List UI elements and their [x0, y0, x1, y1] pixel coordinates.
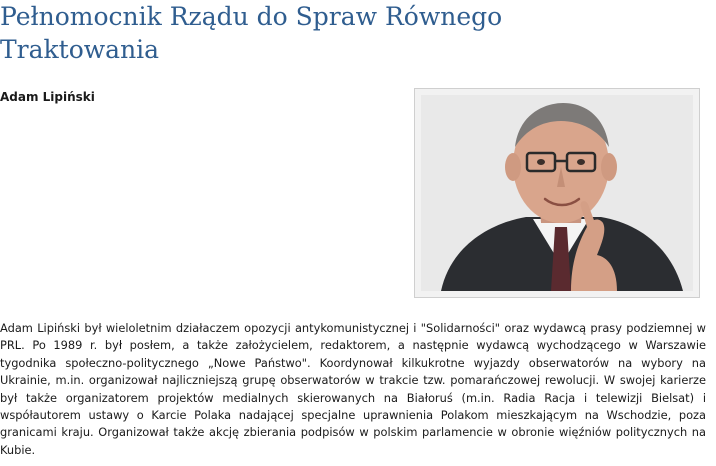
portrait-photo-icon [421, 95, 693, 291]
person-name: Adam Lipiński [0, 90, 95, 104]
person-bio: Adam Lipiński był wieloletnim działaczem opozycji antykomunistycznej i "Solidarności" oraz wydawcą prasy podziemnej w PRL. Po 1989 r. był posłem, a także założycielem, redaktorem, a następnie wydawcą wychodzącego w Warszawie tygodnika społeczno-politycznego „Nowe Państwo". Koordynował kilkukrotne wyjazdy obserwatorów na wybory na Ukrainie, m.in. organizował najliczniejszą grupę obserwatorów w trakcie tzw. pomarańczowej rewolucji. W swojej karierze był także organizatorem projektów medialnych skierowanych na Białoruś (m.in. Radia Racja i telewizji Bielsat) i współautorem ustawy o Karcie Polaka nadającej specjalne uprawnienia Polakom mieszkającym na Wschodzie, poza granicami kraju. Organizował także akcję zbierania podpisów w polskim parlamencie w obronie więźniów politycznych na Kubie. [0, 321, 706, 457]
page-title: Pełnomocnik Rządu do Spraw Równego Traktowania [0, 2, 503, 64]
portrait-frame [414, 88, 700, 298]
